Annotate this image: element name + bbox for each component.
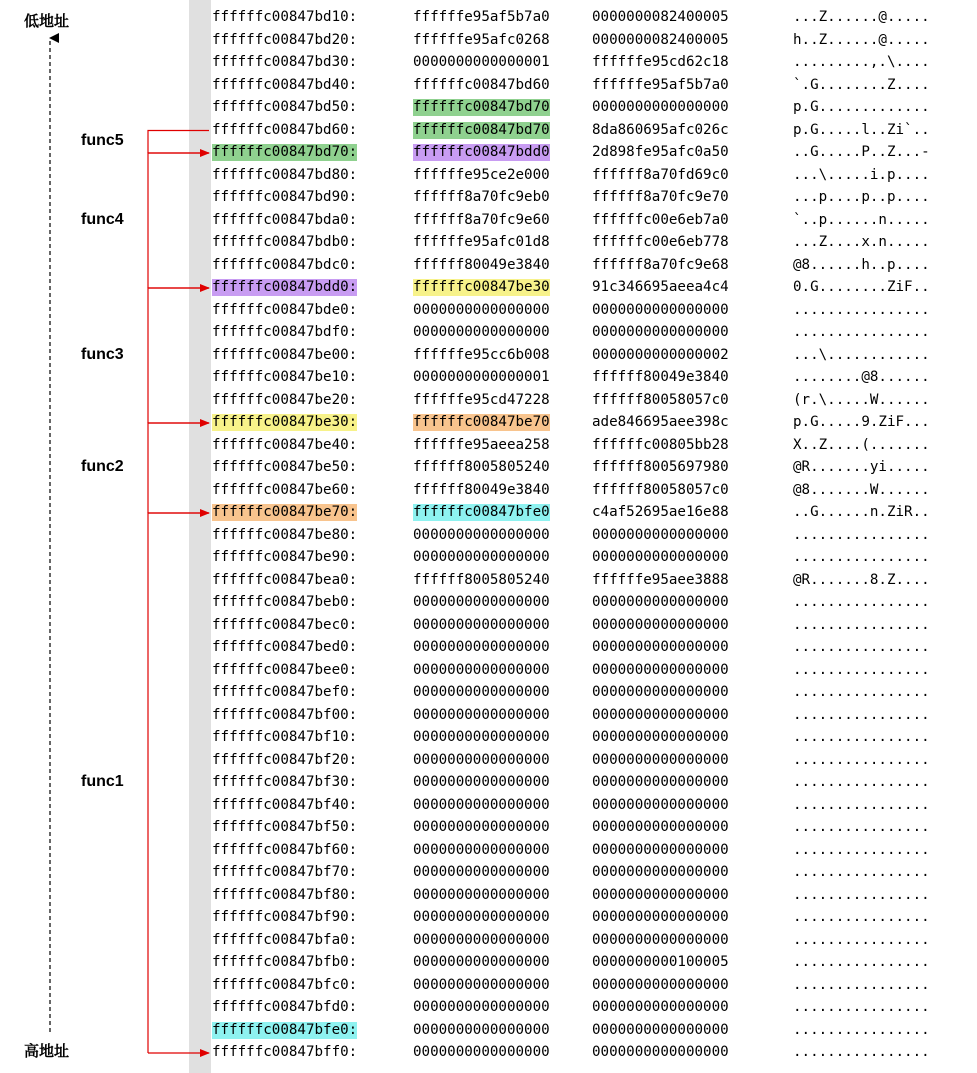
row-value-1: 0000000000000000	[413, 841, 550, 858]
row-address: ffffffc00847bd20:	[212, 31, 358, 48]
row-value-1: 0000000000000000	[413, 661, 550, 678]
row-ascii: ................	[793, 796, 930, 813]
row-value-1: ffffff8a70fc9e60	[413, 211, 550, 228]
row-ascii: ................	[793, 706, 930, 723]
row-ascii: ................	[793, 1021, 930, 1038]
row-address: ffffffc00847be60:	[212, 481, 358, 498]
row-value-2: 0000000000000000	[592, 526, 729, 543]
frame-label-func5: func5	[81, 131, 124, 149]
row-ascii: ................	[793, 954, 930, 970]
row-value-1: 0000000000000000	[413, 706, 550, 723]
row-address: ffffffc00847be40:	[212, 436, 358, 453]
row-address: ffffffc00847bdd0:	[212, 279, 358, 295]
row-value-2: 0000000000000000	[592, 639, 729, 655]
row-ascii: ................	[793, 594, 930, 610]
row-address: ffffffc00847bed0:	[212, 639, 358, 655]
row-ascii: (r.\.....W......	[793, 391, 930, 408]
row-value-1: 0000000000000000	[413, 639, 550, 655]
row-ascii: ................	[793, 324, 930, 340]
row-address: ffffffc00847bec0:	[212, 616, 358, 633]
row-address: ffffffc00847bfe0:	[212, 1021, 358, 1038]
row-ascii: ................	[793, 526, 930, 543]
row-value-2: 0000000000000000	[592, 594, 729, 610]
row-address: ffffffc00847bd30:	[212, 54, 358, 70]
row-address: ffffffc00847be80:	[212, 526, 358, 543]
row-value-2: 0000000000000000	[592, 909, 729, 925]
row-value-2: 0000000082400005	[592, 31, 729, 48]
row-ascii: ................	[793, 684, 930, 700]
row-address: ffffffc00847bd90:	[212, 189, 358, 205]
low-address-label: 低地址	[24, 12, 70, 30]
row-ascii: X..Z....(.......	[793, 436, 930, 453]
row-address: ffffffc00847be90:	[212, 549, 358, 565]
row-ascii: h..Z......@.....	[793, 31, 930, 48]
row-value-2: 0000000000000000	[592, 841, 729, 858]
row-ascii: @8......h..p....	[793, 256, 930, 273]
row-address: ffffffc00847bf30:	[212, 774, 358, 790]
row-ascii: p.G.....l..Zi`..	[793, 121, 930, 138]
row-ascii: ................	[793, 819, 930, 835]
row-value-1: 0000000000000000	[413, 999, 550, 1015]
row-value-1: ffffffe95cd47228	[413, 391, 550, 408]
row-value-2: 0000000000000000	[592, 774, 729, 790]
row-value-1: 0000000000000001	[413, 369, 550, 385]
row-address: ffffffc00847bd10:	[212, 9, 358, 25]
row-value-1: ffffffe95aeea258	[413, 436, 550, 453]
row-value-1: 0000000000000000	[413, 616, 550, 633]
row-value-2: 0000000000000000	[592, 886, 729, 903]
row-address: ffffffc00847be50:	[212, 459, 358, 475]
row-address: ffffffc00847bd40:	[212, 76, 358, 93]
row-address: ffffffc00847bef0:	[212, 684, 358, 700]
frame-label-func1: func1	[81, 773, 124, 790]
row-value-2: 0000000082400005	[592, 9, 729, 25]
row-address: ffffffc00847bee0:	[212, 661, 358, 678]
row-value-2: ffffffc00e6eb778	[592, 234, 729, 250]
row-ascii: ................	[793, 661, 930, 678]
frame-label-func2: func2	[81, 458, 124, 475]
row-ascii: @R.......yi.....	[793, 459, 930, 475]
row-value-2: 0000000000000000	[592, 549, 729, 565]
row-value-2: ade846695aee398c	[592, 414, 729, 430]
row-value-1: ffffff80049e3840	[413, 256, 550, 273]
row-value-1: 0000000000000000	[413, 526, 550, 543]
row-ascii: `..p......n.....	[793, 211, 930, 228]
row-address: ffffffc00847bf70:	[212, 864, 358, 880]
row-ascii: ................	[793, 864, 930, 880]
row-value-1: ffffff8005805240	[413, 459, 550, 475]
row-value-1: 0000000000000000	[413, 976, 550, 993]
row-value-2: ffffffc00e6eb7a0	[592, 211, 729, 228]
frame-label-func3: func3	[81, 345, 124, 363]
row-ascii: ................	[793, 909, 930, 925]
row-address: ffffffc00847bf50:	[212, 819, 358, 835]
row-address: ffffffc00847bfc0:	[212, 976, 358, 993]
row-value-2: ffffff8a70fc9e70	[592, 189, 729, 205]
row-value-2: 0000000000000000	[592, 729, 729, 745]
frame-bracket-func1	[148, 513, 209, 1053]
row-value-2: 0000000000000000	[592, 301, 729, 318]
row-value-2: 91c346695aeea4c4	[592, 279, 729, 295]
row-address: ffffffc00847bd60:	[212, 121, 358, 138]
row-ascii: ................	[793, 774, 930, 790]
row-value-1: ffffffc00847bd70	[413, 121, 550, 138]
row-value-1: 0000000000000000	[413, 819, 550, 835]
row-ascii: ................	[793, 549, 930, 565]
row-value-2: 0000000000000000	[592, 684, 729, 700]
row-value-2: 0000000000000000	[592, 99, 729, 115]
row-ascii: ...\.....i.p....	[793, 166, 930, 183]
row-ascii: @8.......W......	[793, 481, 930, 498]
row-ascii: ...Z....x.n.....	[793, 234, 930, 250]
row-ascii: ................	[793, 751, 930, 768]
row-value-2: ffffffc00805bb28	[592, 436, 729, 453]
row-value-1: ffffffc00847be30	[413, 279, 550, 295]
row-value-1: ffffffc00847bd70	[413, 99, 550, 115]
row-value-2: 0000000000000000	[592, 1021, 729, 1038]
row-address: ffffffc00847bf10:	[212, 729, 358, 745]
row-address: ffffffc00847be70:	[212, 504, 358, 520]
row-ascii: ................	[793, 639, 930, 655]
row-value-2: 0000000000000000	[592, 796, 729, 813]
row-address: ffffffc00847bf80:	[212, 886, 358, 903]
row-address: ffffffc00847be20:	[212, 391, 358, 408]
row-address: ffffffc00847be10:	[212, 369, 358, 385]
row-value-2: 0000000000000000	[592, 661, 729, 678]
row-address: ffffffc00847bf00:	[212, 706, 358, 723]
frame-bracket-func3	[148, 288, 209, 423]
row-value-1: 0000000000000000	[413, 796, 550, 813]
row-value-1: 0000000000000000	[413, 931, 550, 948]
row-value-1: 0000000000000000	[413, 1044, 550, 1060]
row-value-1: 0000000000000000	[413, 909, 550, 925]
frame-bracket-func5	[148, 131, 209, 154]
frame-label-func4: func4	[81, 210, 124, 228]
row-address: ffffffc00847bf60:	[212, 841, 358, 858]
row-value-1: 0000000000000000	[413, 324, 550, 340]
row-value-2: 0000000000000000	[592, 324, 729, 340]
row-value-2: ffffff80049e3840	[592, 369, 729, 385]
row-ascii: ................	[793, 931, 930, 948]
row-value-1: ffffff80049e3840	[413, 481, 550, 498]
row-value-2: ffffffe95aee3888	[592, 571, 729, 588]
row-address: ffffffc00847be30:	[212, 414, 358, 430]
high-address-label: 高地址	[24, 1042, 70, 1060]
row-value-2: 0000000000000000	[592, 616, 729, 633]
row-address: ffffffc00847bd70:	[212, 144, 358, 160]
row-value-2: ffffff8005697980	[592, 459, 729, 475]
row-address: ffffffc00847bde0:	[212, 301, 358, 318]
row-value-2: ffffff8a70fc9e68	[592, 256, 729, 273]
row-address: ffffffc00847bf40:	[212, 796, 358, 813]
row-value-2: c4af52695ae16e88	[592, 504, 729, 520]
row-value-1: 0000000000000000	[413, 729, 550, 745]
row-value-2: 0000000000000002	[592, 346, 729, 363]
frame-bracket-func2	[148, 423, 209, 513]
row-ascii: ...Z......@.....	[793, 9, 930, 25]
row-ascii: p.G.....9.ZiF...	[793, 414, 930, 430]
row-value-2: 0000000000000000	[592, 1044, 729, 1060]
frame-bracket-func4	[148, 153, 209, 288]
row-value-1: 0000000000000000	[413, 751, 550, 768]
row-value-1: 0000000000000000	[413, 594, 550, 610]
row-address: ffffffc00847bd80:	[212, 166, 358, 183]
row-value-2: 2d898fe95afc0a50	[592, 144, 729, 160]
row-address: ffffffc00847bf90:	[212, 909, 358, 925]
row-address: ffffffc00847bfa0:	[212, 931, 358, 948]
row-value-2: ffffff8a70fd69c0	[592, 166, 729, 183]
row-value-2: ffffff80058057c0	[592, 391, 729, 408]
row-ascii: ................	[793, 1044, 930, 1060]
row-value-1: 0000000000000000	[413, 684, 550, 700]
row-value-1: ffffff8005805240	[413, 571, 550, 588]
row-ascii: ................	[793, 616, 930, 633]
row-ascii: ................	[793, 976, 930, 993]
row-value-2: ffffffe95cd62c18	[592, 54, 729, 70]
row-value-2: ffffffe95af5b7a0	[592, 76, 729, 93]
row-value-2: 0000000000000000	[592, 864, 729, 880]
row-ascii: .........,.\....	[793, 54, 930, 70]
row-value-1: ffffffe95afc0268	[413, 31, 550, 48]
row-value-1: ffffffe95ce2e000	[413, 166, 550, 183]
row-value-1: ffffffc00847bd60	[413, 76, 550, 93]
row-ascii: `.G........Z....	[793, 76, 930, 93]
row-ascii: ................	[793, 729, 930, 745]
row-value-1: ffffffe95af5b7a0	[413, 9, 550, 25]
row-value-2: 0000000000000000	[592, 999, 729, 1015]
row-ascii: ...\............	[793, 346, 930, 363]
row-address: ffffffc00847be00:	[212, 346, 358, 363]
row-address: ffffffc00847bdb0:	[212, 234, 358, 250]
row-value-2: 0000000000000000	[592, 706, 729, 723]
row-value-1: ffffffc00847bdd0	[413, 144, 550, 160]
row-ascii: ................	[793, 999, 930, 1015]
row-value-2: 8da860695afc026c	[592, 121, 729, 138]
row-value-1: 0000000000000001	[413, 54, 550, 70]
row-value-1: ffffff8a70fc9eb0	[413, 189, 550, 205]
row-address: ffffffc00847bfb0:	[212, 954, 358, 970]
row-value-1: 0000000000000000	[413, 1021, 550, 1038]
row-address: ffffffc00847bda0:	[212, 211, 358, 228]
row-ascii: ................	[793, 886, 930, 903]
row-value-1: 0000000000000000	[413, 886, 550, 903]
row-value-1: ffffffe95cc6b008	[413, 346, 550, 363]
row-value-1: ffffffc00847be70	[413, 414, 550, 430]
row-value-1: 0000000000000000	[413, 549, 550, 565]
row-value-2: 0000000000000000	[592, 819, 729, 835]
row-value-1: ffffffc00847bfe0	[413, 504, 550, 520]
row-value-2: 0000000000100005	[592, 954, 729, 970]
row-ascii: ................	[793, 301, 930, 318]
row-ascii: ..G.....P..Z...-	[793, 144, 930, 160]
row-address: ffffffc00847bd50:	[212, 99, 358, 115]
row-address: ffffffc00847bfd0:	[212, 999, 358, 1015]
row-value-1: 0000000000000000	[413, 954, 550, 970]
row-value-1: ffffffe95afc01d8	[413, 234, 550, 250]
row-value-2: 0000000000000000	[592, 976, 729, 993]
row-ascii: ..G......n.ZiR..	[793, 504, 930, 520]
row-value-1: 0000000000000000	[413, 774, 550, 790]
row-address: ffffffc00847bf20:	[212, 751, 358, 768]
row-ascii: p.G.............	[793, 99, 930, 115]
row-address: ffffffc00847bdc0:	[212, 256, 358, 273]
row-ascii: 0.G........ZiF..	[793, 279, 930, 295]
row-address: ffffffc00847bea0:	[212, 571, 358, 588]
row-value-2: ffffff80058057c0	[592, 481, 729, 498]
row-address: ffffffc00847bdf0:	[212, 324, 358, 340]
row-ascii: ................	[793, 841, 930, 858]
row-value-1: 0000000000000000	[413, 864, 550, 880]
row-ascii: ........@8......	[793, 369, 930, 385]
row-ascii: @R.......8.Z....	[793, 571, 930, 588]
row-address: ffffffc00847bff0:	[212, 1044, 358, 1060]
row-value-2: 0000000000000000	[592, 931, 729, 948]
row-value-1: 0000000000000000	[413, 301, 550, 318]
row-value-2: 0000000000000000	[592, 751, 729, 768]
row-address: ffffffc00847beb0:	[212, 594, 358, 610]
row-ascii: ...p....p..p....	[793, 189, 930, 205]
